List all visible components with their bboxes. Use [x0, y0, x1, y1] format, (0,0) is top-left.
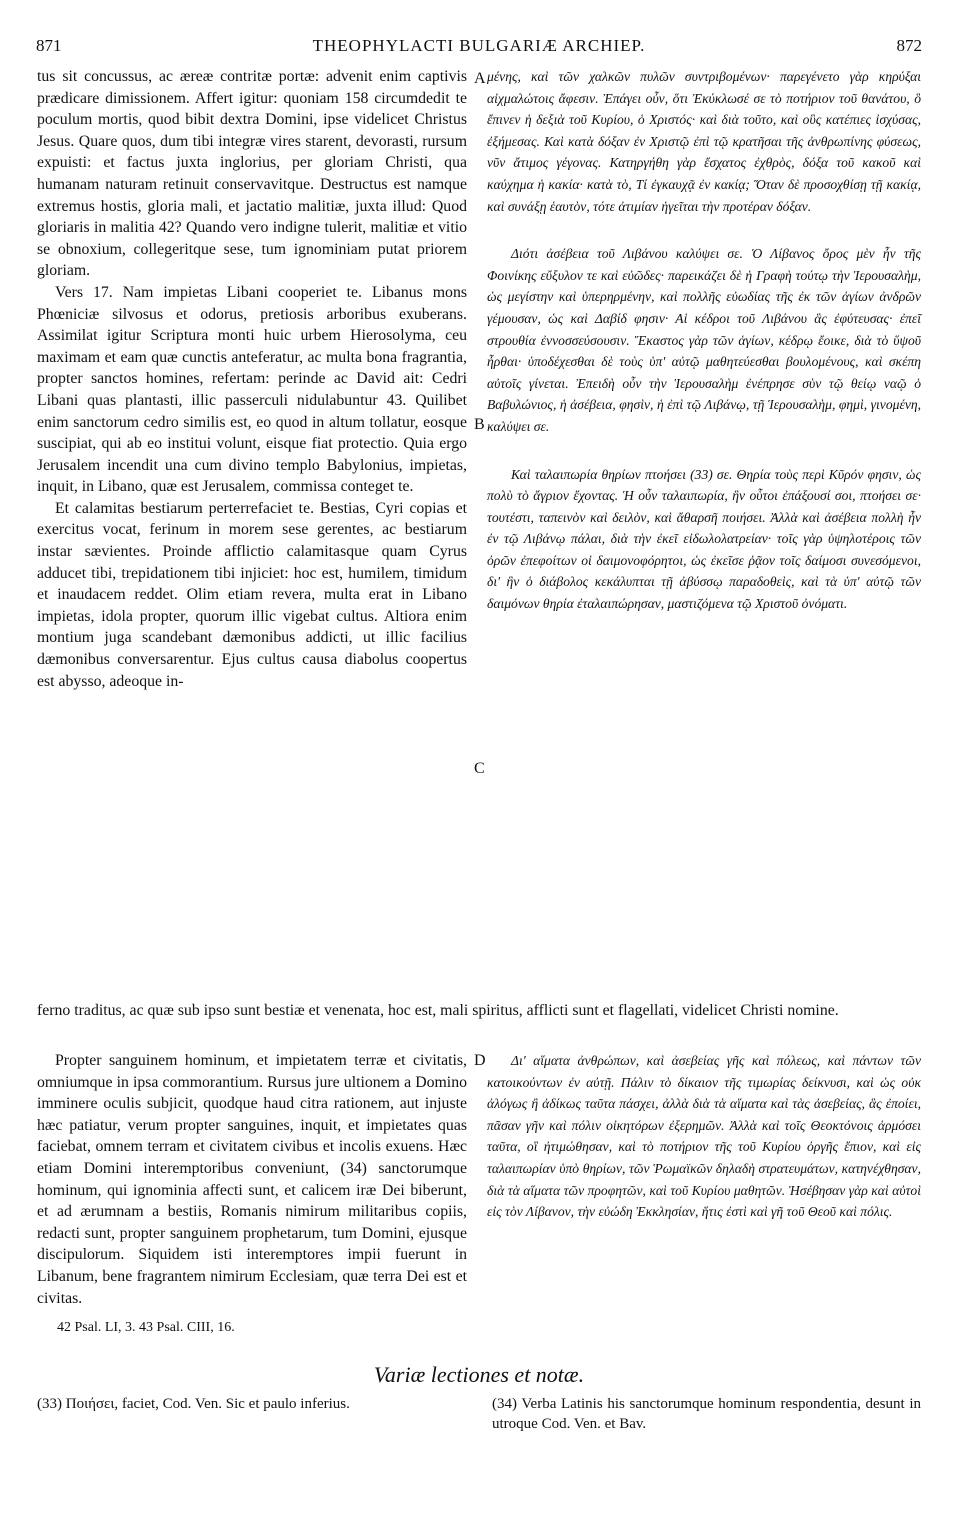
- latin-column: [37, 66, 467, 692]
- latin-continuation: [37, 1000, 923, 1022]
- greek-paragraph-4: Δι' αἵματα ἀνθρώπων, καὶ ἀσεβείας γῆς καὶ πόλεως, καὶ πάντων τῶν κατοικούντων ἐν αὐτῇ. Πάλιν τὸ δίκαιον τῆς τιμωρίας δείκνυσι, καὶ ὡς οὐκ ἀλόγως ἢ ἀδίκως ταῦτα πάσχει, ἀλλὰ διὰ τὰ αἵματα καὶ τὰς ἀσεβείας, ἃς ἐποίει, πᾶσαν γῆν καὶ πόλιν οἰκητόρων ἐξερημῶν. Ἀλλὰ καὶ τοῖς Θεοκτόνοις ἁρμόσει ταῦτα, οἳ ἠτιμώθησαν, καὶ τὸ ποτήριον τῆς τοῦ Κυρίου ὀργῆς ἔπιον, καὶ εἰς ταλαιπωρίαν ὑπὸ θηρίων, τῶν Ῥωμαϊκῶν δηλαδὴ στρατευμάτων, κατηνέχθησαν, διὰ τὰ αἵματα τῶν προφητῶν, καὶ τοῦ Κυρίου μαθητῶν. Ἠσέβησαν γὰρ καὶ αὐτοὶ εἰς τὸν Λίβανον, τὴν εὐώδη Ἐκκλησίαν, ἥτις ἐστὶ καὶ γῆ τοῦ Θεοῦ καὶ πόλις.: [487, 1053, 921, 1220]
- page-header: [36, 36, 922, 60]
- greek-column-lower: [487, 1050, 921, 1223]
- notes-heading: Variæ lectiones et notæ.: [373, 1362, 585, 1387]
- margin-marker-b: B: [474, 416, 485, 433]
- latin-paragraph-1: tus sit concussus, ac æreæ contritæ portæ: advenit enim captivis prædicare dimissionem. Affert igitur: quoniam 158 circumdedit te poculum mortis, quod bibit dextra Domini, ipse videlicet Christus Jesus. Quare quos, dum tibi integræ vires starent, devorasti, rursum expuisti: et factus juxta inglorius, per gloriam Christi, qua humanam naturam retinuit conservavitque. Destructus est namque extremus hostis, gloria mali, et jactatio malitiæ, juxta illud: Quod gloriaris in malitia 42? Quando vero indigne tulerit, malitiæ et vitio se obnoxium, collegeritque sese, tum ignominiam putat priorem gloriam.: [37, 68, 467, 280]
- latin-paragraph-2: Vers 17. Nam impietas Libani cooperiet te. Libanus mons Phœniciæ silvosus et odorus, pretiosis arboribus exuberans. Assimilat igitur Scriptura monti huic urbem Hierosolyma, ceu maximam et eam quæ cunctis anteferatur, ac multa bona fragrantia, propter sanctos homines, refertam: perinde ac David ait: Cedri Libani quas plantasti, illic passerculi nidulabuntur 43. Quilibet enim sanctorum cedro similis est, eo quod in altum tollatur, eosque suscipiat, qui ab eo institui volunt, eisque fiat protectio. Quia ergo Jerusalem incendit una cum divino templo Babylonius, impietas, inquit, in Libano, quæ est Jerusalem, commissa conteget te.: [37, 283, 467, 496]
- margin-marker-d: D: [474, 1052, 486, 1069]
- margin-marker-c: C: [474, 760, 485, 777]
- latin-paragraph-4: Propter sanguinem hominum, et impietatem terræ et civitatis, omniumque in ipsa commorantium. Rursus jure ultionem a Domino imminere oculis subjicit, quodque haud citra rationem, aut injuste hæc patiatur, verum propter sanguines, inquit, et impietates quas faciebat, omnem terram et civitatem civibus et incolis exuens. Hæc etiam Domini interemptoribus conveniunt, (34) sanctorumque hominum, qui ignominia affecti sunt, et calicem iræ Dei biberunt, et ad ærumnam a bestiis, Romanis nimirum militaribus copiis, redacti sunt, propter sanguinem prophetarum, tum Domini, ejusque discipulorum. Siquidem isti interemptores impii fuerunt in Libanum, bene fragrantem nimirum Ecclesiam, quæ terra Dei est et civitas.: [37, 1052, 467, 1307]
- running-title: THEOPHYLACTI BULGARIÆ ARCHIEP.: [312, 36, 646, 55]
- latin-paragraph-3-continuation: ferno traditus, ac quæ sub ipso sunt bestiæ et venenata, hoc est, mali spiritus, afflicti sunt et flagellati, videlicet Christi nomine.: [37, 1002, 839, 1019]
- greek-paragraph-2: Διότι ἀσέβεια τοῦ Λιβάνου καλύψει σε. Ὁ Λίβανος ὄρος μὲν ἦν τῆς Φοινίκης εὔξυλον τε καὶ εὐῶδες· παρεικάζει δὲ ἡ Γραφὴ τούτῳ τὴν Ἱερουσαλὴμ, ὡς μεγίστην καὶ ὑπερηρμένην, καὶ πολλῆς εὐωδίας τῆς ἐκ τῶν ἁγίων ἀνδρῶν γέμουσαν, ὡς καὶ Δαβίδ φησιν· Αἱ κέδροι τοῦ Λιβάνου ἃς ἐφύτευσας· ἐπεῖ στρουθία ἐννοσσεύσουσιν. Ἕκαστος γὰρ τῶν ἁγίων, κέδρῳ ἔοικε, διὰ τὸ ὕψοῦ ἦρθαι· ὑποδέχεσθαι δὲ τοὺς ὑπ' αὐτῷ μαθητεύεσθαι βουλομένους, καὶ σκέπη αὐτοῖς γίνεται. Ἐπειδὴ οὖν τὴν Ἱερουσαλὴμ ἐνέπρησε σὺν τῷ θείῳ ναῷ ὁ Βαβυλώνιος, ἡ ἀσέβεια, φησὶν, ἡ ἐπὶ τῷ Λιβάνῳ, τῇ Ἱερουσαλὴμ, φημὶ, γινομένη, καλύψει σε.: [487, 246, 921, 434]
- greek-paragraph-3: Καὶ ταλαιπωρία θηρίων πτοήσει (33) σε. Θηρία τοὺς περὶ Κῦρόν φησιν, ὡς πολὺ τὸ ἄγριον ἔχοντας. Ἡ οὖν ταλαιπωρία, ἣν οὗτοι ἐπάξουσί σοι, πτοήσει σε· τουτέστι, ταπεινὸν καὶ δειλὸν, καὶ ἄθαρσῆ ποιήσει. Ἀλλὰ καὶ ἀσέβεια πολλὴ ἦν ἐν τῷ Λιβάνῳ πάλαι, διὰ τὴν ἐκεῖ εἰδωλολατρείαν· τοῖς γὰρ ὑψηλοτέροις τῶν ὀρῶν ἐπεφοίτων οἱ δαιμονοφόρητοι, ὡς ἐκεῖσε ῥᾷον τοῖς δαίμοσι συνεσόμενοι, δι' ἣν ὁ διάβολος κεκάλυπται τῇ ἀβύσσῳ παραδοθεὶς, καὶ τὰ ὑπ' αὐτῷ τῶν δαιμόνων θηρία ἐταλαιπώρησαν, μαστιζόμενα τῷ Χριστοῦ ὀνόματι.: [487, 466, 921, 612]
- margin-marker-a: A: [474, 70, 486, 87]
- latin-paragraph-3: Et calamitas bestiarum perterrefaciet te. Bestias, Cyri copias et exercitus vocat, ferinum in morem sese gerentes, ac bestiarum instar sævientes. Proinde afflictio calamitasque quam Cyrus adducet tibi, trepidationem tibi injiciet: hoc est, humilem, timidum et inaudacem reddet. Olim etiam revera, multa erat in Libano impietas, idola propter, quorum illic vigebat cultus. Altiora enim montium juga scandebant dæmonibus addicti, ut illic facilius dæmonibus conversarentur. Ejus cultus causa diabolus coopertus est abysso, adeoque in-: [37, 499, 467, 690]
- left-page-number: 871: [36, 36, 62, 55]
- greek-column: [487, 66, 921, 615]
- right-page-number: 872: [896, 36, 922, 55]
- variant-note-33: (33) Ποιήσει, faciet, Cod. Ven. Sic et paulo inferius.: [37, 1396, 350, 1412]
- variant-note-34: (34) Verba Latinis his sanctorumque hominum respondentia, desunt in utroque Cod. Ven. et Bav.: [492, 1396, 921, 1432]
- latin-column-lower: [37, 1050, 467, 1309]
- greek-paragraph-1: μένης, καὶ τῶν χαλκῶν πυλῶν συντριβομένων· παρεγένετο γὰρ κηρύξαι αἰχμαλώτοις ἄφεσιν. Ἐπάγει οὖν, ὅτι Ἐκύκλωσέ σε τὸ ποτήριον τοῦ θανάτου, ὃ ἔπινεν ἡ δεξιὰ τοῦ Κυρίου, ὁ Χριστός· καὶ διὰ τοῦτο, καὶ οὓς κατέπιες ἰσχύσας, ἐξήμεσας. Καὶ κατὰ δόξαν ἐν Χριστῷ ἐπὶ τῷ κρατῆσαι τῆς ἀνθρωπίνης φύσεως, νῦν ἄτιμος γέγονας. Κατηργήθη γὰρ ἔσχατος ἐχθρὸς, δόξα τοῦ κακοῦ καὶ καύχημα ἡ κακία· κατὰ τὸ, Τί ἐγκαυχᾷ ἐν κακίᾳ; Ὅταν δὲ προσοχθίσῃ τῇ κακίᾳ, καὶ συνάξῃ ἑαυτὸν, τότε ἀτιμίαν ἡγεῖται τὴν προτέραν δόξαν.: [487, 69, 921, 214]
- scripture-references: 42 Psal. LI, 3. 43 Psal. CIII, 16.: [57, 1320, 235, 1335]
